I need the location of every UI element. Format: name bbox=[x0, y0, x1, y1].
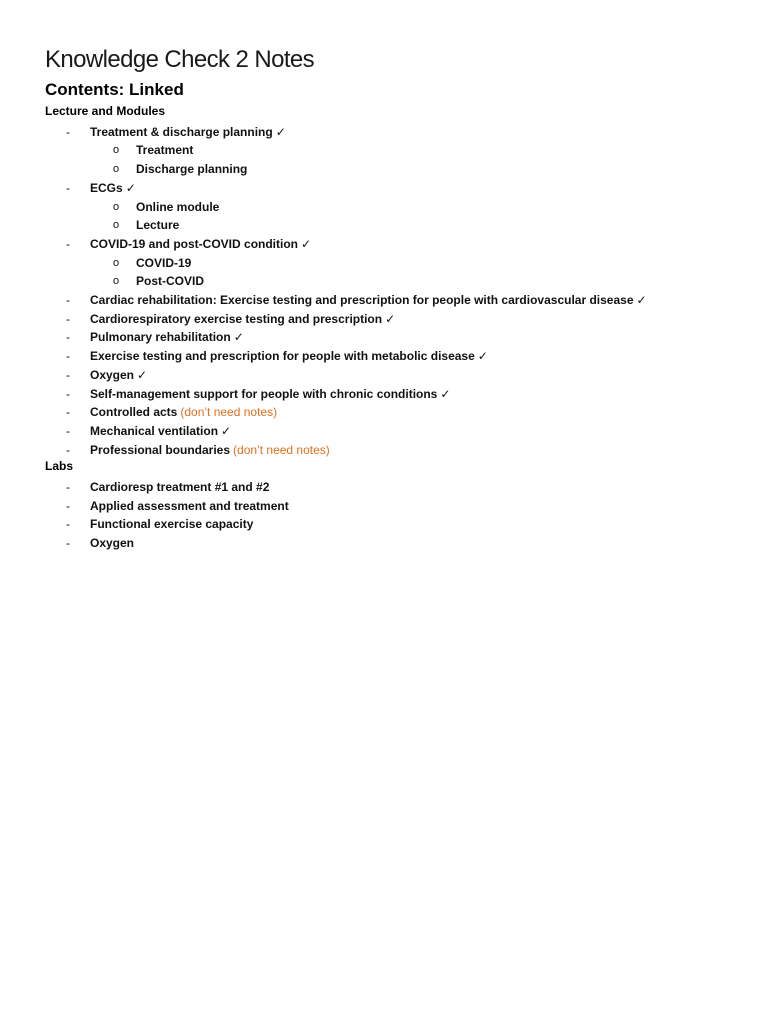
dash-bullet: - bbox=[66, 236, 70, 251]
list-item-label: Exercise testing and prescription for people with metabolic disease bbox=[90, 349, 475, 364]
sub-list-item-label: Treatment bbox=[136, 143, 194, 158]
list-item bbox=[0, 441, 768, 459]
contents-heading: Contents: Linked bbox=[45, 80, 184, 99]
checkmark-icon: ✓ bbox=[477, 349, 488, 364]
list-item-label: COVID-19 and post-COVID condition bbox=[90, 236, 299, 251]
circle-bullet: o bbox=[113, 275, 120, 288]
circle-bullet: o bbox=[113, 200, 120, 213]
circle-bullet: o bbox=[113, 256, 120, 269]
list-item bbox=[0, 478, 768, 496]
list-item bbox=[0, 179, 768, 197]
sub-list-item-label: Post-COVID bbox=[136, 274, 205, 289]
sub-list-item bbox=[0, 272, 768, 290]
sub-list-item-label: Discharge planning bbox=[136, 162, 248, 177]
list-item-text bbox=[90, 310, 395, 328]
list-item-text bbox=[90, 123, 286, 141]
checkmark-icon: ✓ bbox=[221, 423, 232, 438]
list-item-label: Mechanical ventilation bbox=[90, 423, 219, 438]
list-item bbox=[0, 235, 768, 253]
list-item bbox=[0, 515, 768, 533]
list-item-text bbox=[90, 291, 647, 309]
list-item bbox=[0, 328, 768, 346]
list-item bbox=[0, 123, 768, 141]
dash-bullet: - bbox=[66, 498, 70, 513]
list-item-text bbox=[90, 478, 269, 496]
sub-list-item-label: Lecture bbox=[136, 218, 180, 233]
list-item-note: (don’t need notes) bbox=[233, 442, 330, 457]
list-item-label: Cardioresp treatment #1 and #2 bbox=[90, 480, 270, 494]
list-item-label: Applied assessment and treatment bbox=[90, 498, 289, 513]
list-item-text bbox=[90, 385, 450, 403]
list-item-text bbox=[90, 347, 488, 365]
checkmark-icon: ✓ bbox=[125, 180, 136, 195]
list-item bbox=[0, 497, 768, 515]
checkmark-icon: ✓ bbox=[440, 386, 451, 401]
list-item-text bbox=[90, 366, 147, 384]
checkmark-icon: ✓ bbox=[301, 236, 312, 251]
sub-list-item bbox=[0, 216, 768, 234]
dash-bullet: - bbox=[66, 386, 70, 401]
list-item bbox=[0, 310, 768, 328]
dash-bullet: - bbox=[66, 517, 70, 532]
circle-bullet: o bbox=[113, 219, 120, 232]
list-item-label: Controlled acts bbox=[90, 405, 178, 420]
list-item-text bbox=[90, 497, 289, 515]
sub-list-item-label: Online module bbox=[136, 199, 220, 214]
sub-list-item bbox=[0, 141, 768, 159]
list-item-text bbox=[90, 328, 244, 346]
list-item-label: Pulmonary rehabilitation bbox=[90, 330, 231, 345]
dash-bullet: - bbox=[66, 442, 70, 457]
checkmark-icon: ✓ bbox=[275, 124, 286, 139]
list-item-label: Professional boundaries bbox=[90, 442, 231, 457]
list-item bbox=[0, 422, 768, 440]
list-item-text bbox=[90, 515, 253, 533]
list-item-label: Self-management support for people with chronic conditions bbox=[90, 386, 438, 401]
dash-bullet: - bbox=[66, 124, 70, 139]
list-item-label: Functional exercise capacity bbox=[90, 517, 254, 532]
list-item bbox=[0, 403, 768, 421]
list-item-label: Oxygen bbox=[90, 367, 135, 382]
dash-bullet: - bbox=[66, 405, 70, 420]
sub-list-item-label: COVID-19 bbox=[136, 255, 192, 270]
circle-bullet: o bbox=[113, 144, 120, 157]
dash-bullet: - bbox=[66, 367, 70, 382]
list-item bbox=[0, 534, 768, 552]
list-item-text bbox=[90, 179, 136, 197]
dash-bullet: - bbox=[66, 423, 70, 438]
list-item-text bbox=[90, 235, 311, 253]
checkmark-icon: ✓ bbox=[636, 293, 647, 307]
dash-bullet: - bbox=[66, 293, 70, 307]
list-item-label: Cardiac rehabilitation: Exercise testing and prescription for people with cardiovascular disease bbox=[90, 293, 634, 307]
checkmark-icon: ✓ bbox=[233, 330, 244, 345]
list-item-text bbox=[90, 534, 134, 552]
list-item-label: Cardiorespiratory exercise testing and prescription bbox=[90, 311, 383, 326]
section-heading: Labs bbox=[45, 459, 74, 474]
list-item-label: ECGs bbox=[90, 180, 123, 195]
dash-bullet: - bbox=[66, 480, 70, 494]
document-title: Knowledge Check 2 Notes bbox=[45, 46, 315, 73]
circle-bullet: o bbox=[113, 163, 120, 176]
list-item-text bbox=[90, 441, 330, 459]
list-item-label: Treatment & discharge planning bbox=[90, 124, 273, 139]
dash-bullet: - bbox=[66, 536, 70, 551]
dash-bullet: - bbox=[66, 311, 70, 326]
checkmark-icon: ✓ bbox=[137, 367, 148, 382]
list-item bbox=[0, 366, 768, 384]
list-item bbox=[0, 291, 768, 309]
sub-list-item bbox=[0, 198, 768, 216]
list-item bbox=[0, 385, 768, 403]
dash-bullet: - bbox=[66, 330, 70, 345]
dash-bullet: - bbox=[66, 180, 70, 195]
list-item-label: Oxygen bbox=[90, 536, 135, 551]
list-item-text bbox=[90, 422, 231, 440]
list-item bbox=[0, 347, 768, 365]
dash-bullet: - bbox=[66, 349, 70, 364]
checkmark-icon: ✓ bbox=[385, 311, 396, 326]
sub-list-item bbox=[0, 160, 768, 178]
sub-list-item bbox=[0, 254, 768, 272]
list-item-note: (don’t need notes) bbox=[180, 405, 278, 420]
section-heading: Lecture and Modules bbox=[45, 104, 166, 118]
list-item-text bbox=[90, 403, 277, 421]
